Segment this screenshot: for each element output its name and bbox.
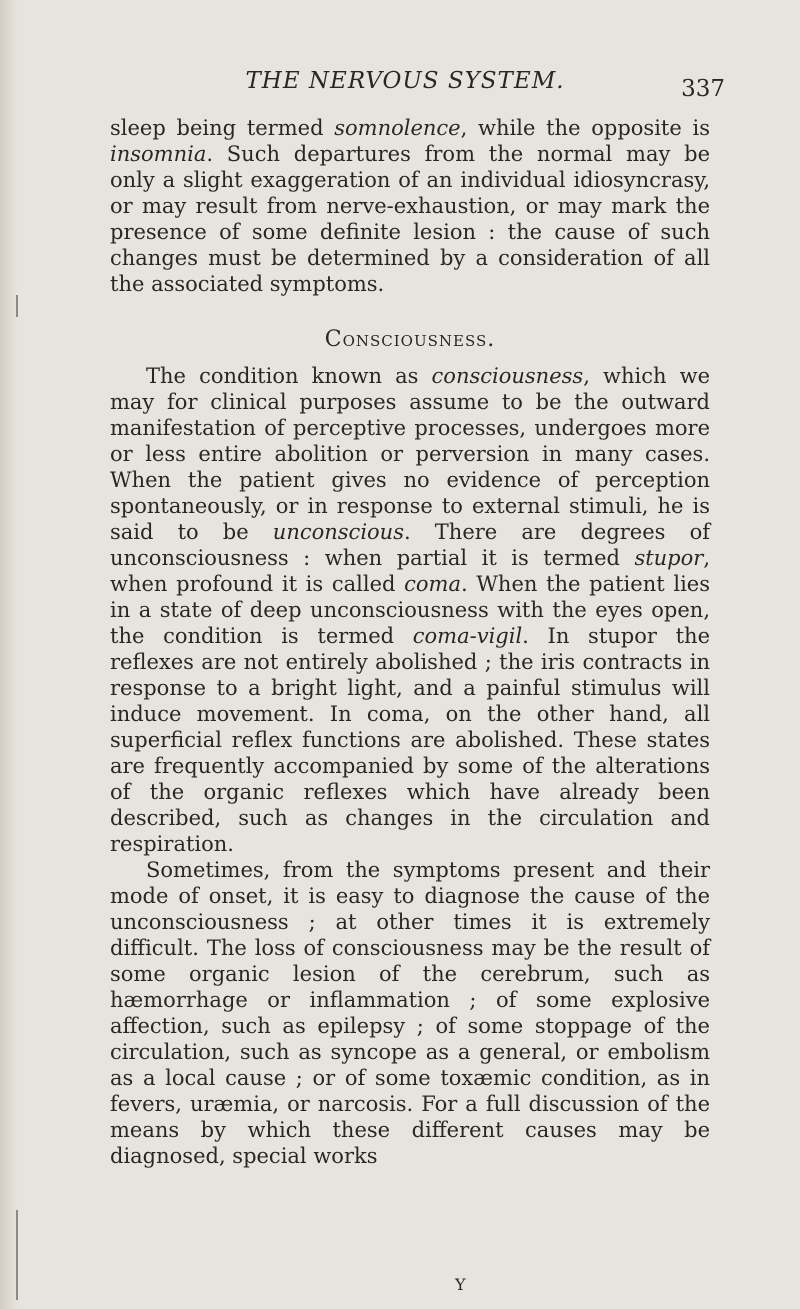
text-run: . In stupor the reflexes are not entirely abolished ; the iris contracts in response to a bright light, and a painful stimulus will induce movement. In coma, on the other hand, all superficial reflex functions are abolished. These states are frequently accompanied by some of the alterations of the organic reflexes which have already been described, such as changes in the circulation and respiration.: [110, 624, 711, 856]
text-run: . There are degrees of unconsciousness : when partial it is termed: [110, 520, 710, 570]
page-left-edge: [0, 0, 18, 1309]
running-head: THE NERVOUS SYSTEM.: [245, 68, 565, 94]
italic-term: somnolence: [334, 116, 461, 140]
text-run: . When the patient lies in a state of deep unconsciousness with the eyes open, the condition is termed: [110, 572, 710, 648]
text-run: , which we may for clinical purposes assume to be the outward manifestation of perceptive processes, undergoes more or less entire abolition or perversion in many cases. When the patient gives no evidence of perception spontaneously, or in response to external stimuli, he is said to be: [110, 364, 711, 544]
paragraph: [110, 363, 710, 857]
section-heading: Consciousness.: [324, 327, 496, 352]
edge-mark: [16, 1210, 18, 1300]
page-header: [95, 62, 725, 102]
page-number: 337: [681, 76, 725, 102]
text-run: The condition known as: [146, 364, 432, 388]
text-run: . Such departures from the normal may be only a slight exaggeration of an individual idiosyncrasy, or may result from nerve-exhaustion, or may mark the presence of some definite lesion : the cause of such changes must be determined by a consideration of all the associated symptoms.: [110, 142, 710, 296]
italic-term: stupor: [634, 546, 704, 570]
italic-term: coma-vigil: [412, 624, 523, 648]
signature-mark: Y: [455, 1275, 466, 1294]
italic-term: insomnia: [110, 142, 207, 166]
paragraph: Sometimes, from the symptoms present and their mode of onset, it is easy to diagnose the cause of the unconsciousness ; at other times it is extremely difficult. The loss of consciousness may be the result of some organic lesion of the cerebrum, such as hæmorrhage or inflammation ; of some explosive affection, such as epilepsy ; of some stoppage of the circulation, such as syncope as a general, or embolism as a local cause ; or of some toxæmic condition, as in fevers, uræmia, or narcosis. For a full discussion of the means by which these different causes may be diagnosed, special works: [110, 858, 710, 1168]
body-text: [110, 115, 710, 1169]
text-run: , when profound it is called: [110, 546, 710, 596]
italic-term: unconscious: [272, 520, 404, 544]
edge-mark: [16, 295, 18, 317]
italic-term: coma: [404, 572, 461, 596]
text-run: , while the opposite is: [460, 116, 711, 140]
paragraph: [110, 115, 710, 297]
italic-term: consciousness: [431, 364, 584, 388]
text-run: sleep being termed: [110, 116, 335, 140]
